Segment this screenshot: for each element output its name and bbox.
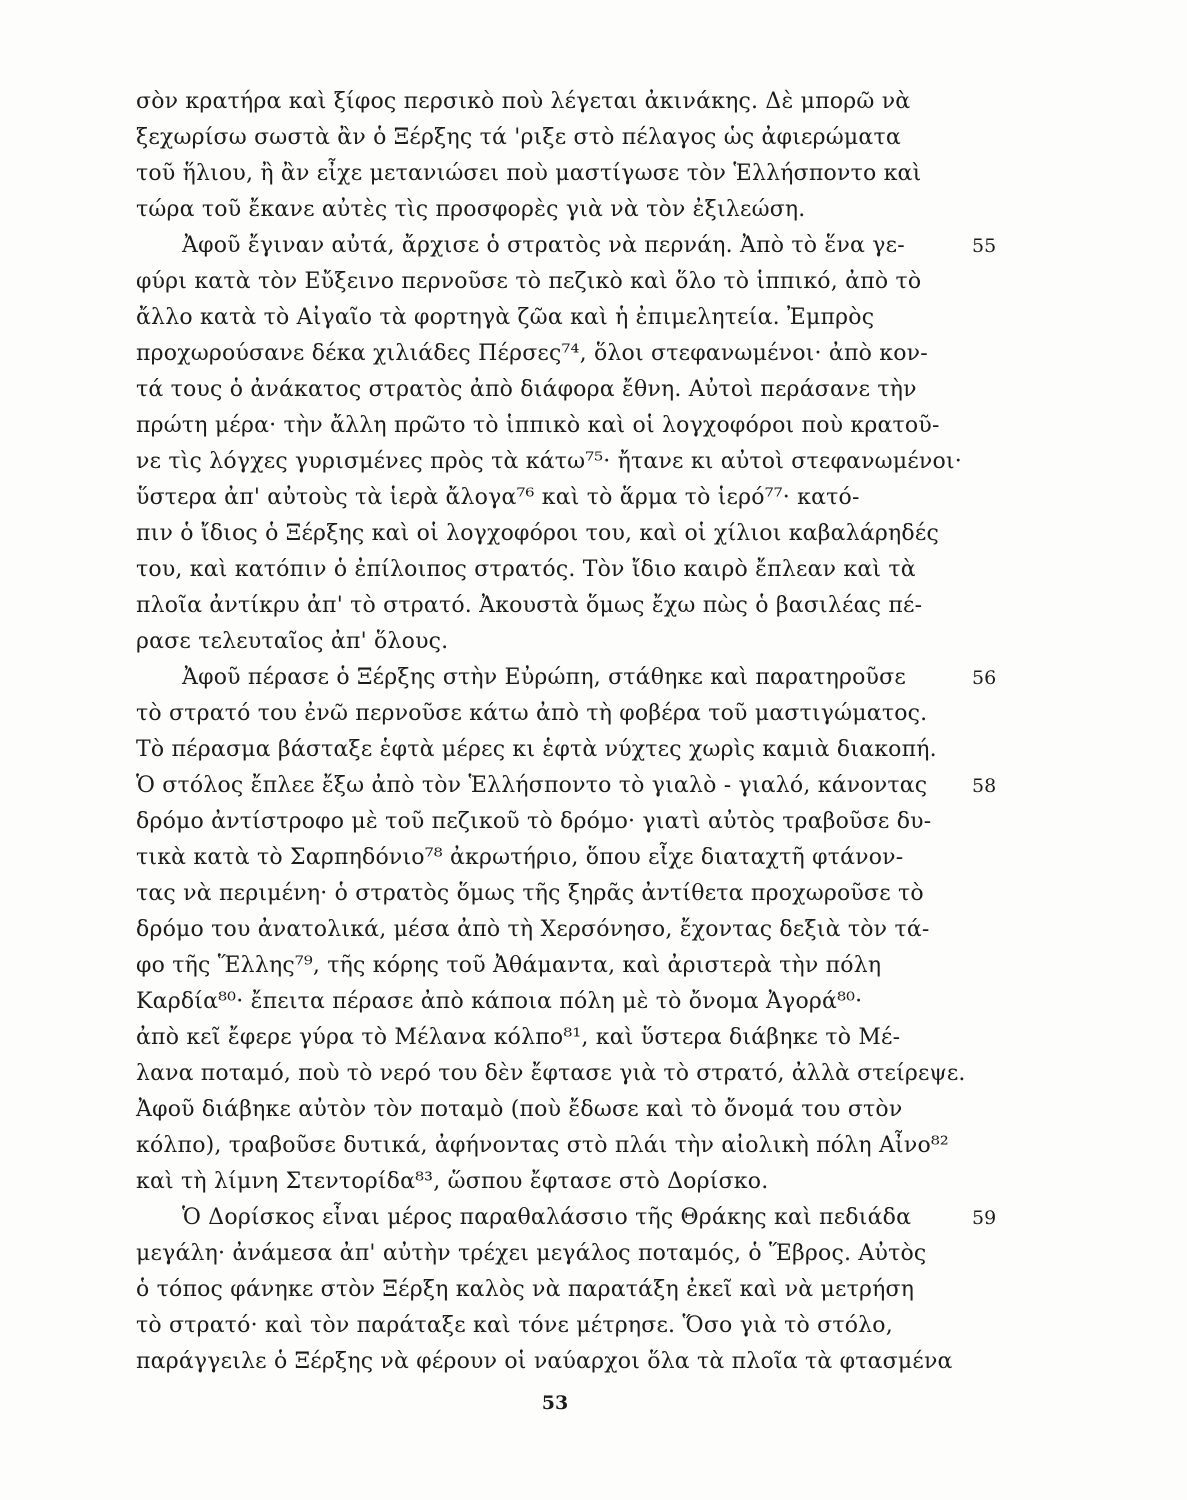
margin-number: 59 <box>972 1207 997 1229</box>
text-line: πιν ὁ ἴδιος ὁ Ξέρξης καὶ οἱ λογχοφόροι του, καὶ οἱ χίλιοι καβαλάρηδές <box>136 521 939 546</box>
text-line: πρώτη μέρα· τὴν ἄλλη πρῶτο τὸ ἱππικὸ καὶ οἱ λογχοφόροι ποὺ κρατοῦ- <box>136 413 940 438</box>
paragraph-first-line: Ὁ Δορίσκος εἶναι μέρος παραθαλάσσιο τῆς Θράκης καὶ πεδιάδα <box>182 1205 912 1230</box>
text-line: φο τῆς Ἕλλης⁷⁹, τῆς κόρης τοῦ Ἀθάμαντα, καὶ ἀριστερὰ τὴν πόλη <box>136 953 882 978</box>
text-line: τοῦ ἥλιου, ἢ ἂν εἶχε μετανιώσει ποὺ μαστίγωσε τὸν Ἑλλήσποντο καὶ <box>136 161 922 186</box>
text-line: τὸ στρατό του ἐνῶ περνοῦσε κάτω ἀπὸ τὴ φοβέρα τοῦ μαστιγώματος. <box>136 701 928 726</box>
text-line: Καρδία⁸⁰· ἔπειτα πέρασε ἀπὸ κάποια πόλη μὲ τὸ ὄνομα Ἀγορά⁸⁰· <box>136 989 863 1014</box>
margin-number: 55 <box>972 235 997 257</box>
text-line: ἄλλο κατὰ τὸ Αἰγαῖο τὰ φορτηγὰ ζῶα καὶ ἡ ἐπιμελητεία. Ἐμπρὸς <box>136 305 875 330</box>
text-line: προχωρούσανε δέκα χιλιάδες Πέρσες⁷⁴, ὅλοι στεφανωμένοι· ἀπὸ κον- <box>136 341 928 366</box>
page-number: 53 <box>541 1392 569 1414</box>
text-line: ὁ τόπος φάνηκε στὸν Ξέρξη καλὸς νὰ παρατάξη ἐκεῖ καὶ νὰ μετρήση <box>136 1277 915 1302</box>
text-line: κόλπο), τραβοῦσε δυτικά, ἀφήνοντας στὸ πλάι τὴν αἰολικὴ πόλη Αἶνο⁸² <box>136 1133 949 1158</box>
text-line: ξεχωρίσω σωστὰ ἂν ὁ Ξέρξης τά 'ριξε στὸ πέλαγος ὡς ἀφιερώματα <box>136 125 901 150</box>
text-line: ὕστερα ἀπ' αὐτοὺς τὰ ἱερὰ ἄλογα⁷⁶ καὶ τὸ ἅρμα τὸ ἱερό⁷⁷· κατό- <box>136 485 860 510</box>
text-line: Ἀφοῦ διάβηκε αὐτὸν τὸν ποταμὸ (ποὺ ἔδωσε καὶ τὸ ὄνομά του στὸν <box>136 1097 903 1122</box>
paragraph-first-line: Ἀφοῦ πέρασε ὁ Ξέρξης στὴν Εὐρώπη, στάθηκε καὶ παρατηροῦσε <box>182 665 906 690</box>
margin-number: 58 <box>972 775 997 797</box>
text-line: δρόμο του ἀνατολικά, μέσα ἀπὸ τὴ Χερσόνησο, ἔχοντας δεξιὰ τὸν τά- <box>136 917 930 942</box>
text-line: τικὰ κατὰ τὸ Σαρπηδόνιο⁷⁸ ἀκρωτήριο, ὅπου εἶχε διαταχτῆ φτάνον- <box>136 845 904 870</box>
text-line: φύρι κατὰ τὸν Εὔξεινο περνοῦσε τὸ πεζικὸ καὶ ὅλο τὸ ἱππικό, ἀπὸ τὸ <box>136 269 922 294</box>
text-line: καὶ τὴ λίμνη Στεντορίδα⁸³, ὥσπου ἔφτασε στὸ Δορίσκο. <box>136 1169 769 1194</box>
text-line: ρασε τελευταῖος ἀπ' ὅλους. <box>136 629 449 654</box>
text-line: δρόμο ἀντίστροφο μὲ τοῦ πεζικοῦ τὸ δρόμο· γιατὶ αὐτὸς τραβοῦσε δυ- <box>136 809 932 834</box>
text-line: σὸν κρατήρα καὶ ξίφος περσικὸ ποὺ λέγεται ἀκινάκης. Δὲ μπορῶ νὰ <box>136 89 911 114</box>
text-line: τας νὰ περιμένη· ὁ στρατὸς ὅμως τῆς ξηρᾶς ἀντίθετα προχωροῦσε τὸ <box>136 881 924 906</box>
text-line: του, καὶ κατόπιν ὁ ἐπίλοιπος στρατός. Τὸν ἴδιο καιρὸ ἔπλεαν καὶ τὰ <box>136 557 916 582</box>
text-line: Τὸ πέρασμα βάσταξε ἑφτὰ μέρες κι ἑφτὰ νύχτες χωρὶς καμιὰ διακοπή. <box>136 737 937 762</box>
text-line: ἀπὸ κεῖ ἔφερε γύρα τὸ Μέλανα κόλπο⁸¹, καὶ ὕστερα διάβηκε τὸ Μέ- <box>136 1025 901 1050</box>
text-line: λανα ποταμό, ποὺ τὸ νερό του δὲν ἔφτασε γιὰ τὸ στρατό, ἀλλὰ στείρεψε. <box>136 1061 966 1086</box>
margin-number: 56 <box>972 667 997 689</box>
text-line: Ὁ στόλος ἔπλεε ἔξω ἀπὸ τὸν Ἑλλήσποντο τὸ γιαλὸ - γιαλό, κάνοντας <box>136 773 928 798</box>
text-line: τὸ στρατό· καὶ τὸν παράταξε καὶ τόνε μέτρησε. Ὅσο γιὰ τὸ στόλο, <box>136 1313 893 1338</box>
text-line: παράγγειλε ὁ Ξέρξης νὰ φέρουν οἱ ναύαρχοι ὅλα τὰ πλοῖα τὰ φτασμένα <box>136 1349 953 1374</box>
text-line: τώρα τοῦ ἔκανε αὐτὲς τὶς προσφορὲς γιὰ νὰ τὸν ἐξιλεώση. <box>136 197 806 222</box>
paragraph-first-line: Ἀφοῦ ἔγιναν αὐτά, ἄρχισε ὁ στρατὸς νὰ περνάη. Ἀπὸ τὸ ἕνα γε- <box>182 233 905 258</box>
text-line: νε τὶς λόγχες γυρισμένες πρὸς τὰ κάτω⁷⁵· ἤτανε κι αὐτοὶ στεφανωμένοι· <box>136 449 962 474</box>
text-line: τά τους ὁ ἀνάκατος στρατὸς ἀπὸ διάφορα ἔθνη. Αὐτοὶ περάσανε τὴν <box>136 377 917 402</box>
text-line: μεγάλη· ἀνάμεσα ἀπ' αὐτὴν τρέχει μεγάλος ποταμός, ὁ Ἕβρος. Αὐτὸς <box>136 1241 927 1266</box>
text-line: πλοῖα ἀντίκρυ ἀπ' τὸ στρατό. Ἀκουστὰ ὅμως ἔχω πὼς ὁ βασιλέας πέ- <box>136 593 923 618</box>
